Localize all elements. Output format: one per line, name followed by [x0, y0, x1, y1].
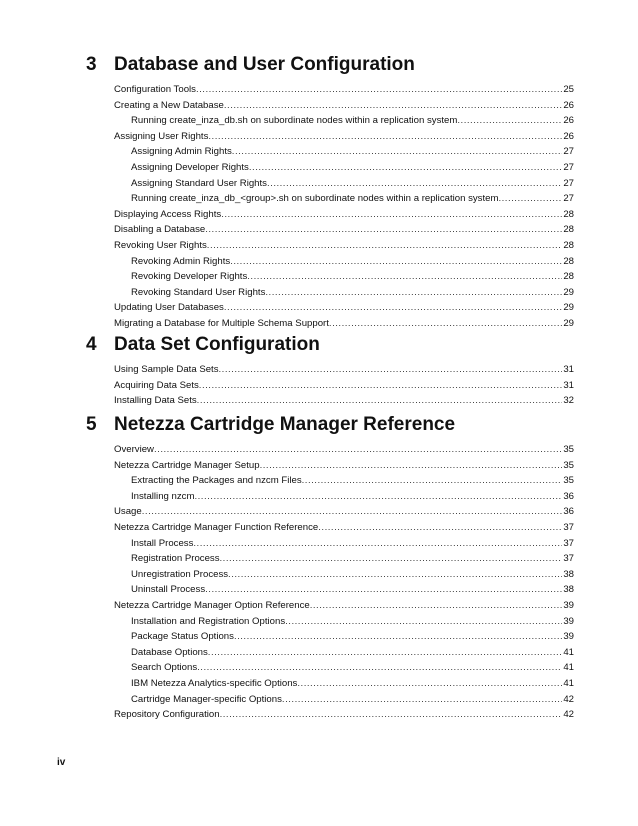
toc-entry-page: 35: [563, 459, 574, 471]
toc-entry-title: Revoking Standard User Rights: [131, 286, 266, 298]
toc-entry[interactable]: [131, 489, 574, 505]
toc-entry-title: Assigning Admin Rights: [131, 146, 232, 158]
toc-entry-page: 31: [563, 364, 574, 375]
dot-leader: [224, 300, 562, 316]
toc-list: [0, 362, 638, 409]
toc-entry-title: Unregistration Process: [131, 568, 229, 580]
toc-entry-title: Updating User Databases: [114, 302, 224, 314]
toc-entry-page: 37: [563, 553, 574, 565]
toc-entry-title: Installing Data Sets: [114, 395, 197, 407]
toc-entry-title: Netezza Cartridge Manager Option Reference: [114, 599, 310, 611]
toc-entry-title: Netezza Cartridge Manager Function Reference: [114, 521, 319, 533]
toc-entry-page: 35: [563, 475, 574, 487]
toc-entry-title: Running create_inza_db_<group>.sh on subordinate nodes within a replication system: [131, 193, 499, 205]
toc-entry-page: 27: [563, 177, 574, 189]
toc-entry[interactable]: [131, 551, 574, 567]
toc-entry-page: 28: [563, 239, 574, 251]
toc-entry[interactable]: [114, 378, 574, 394]
toc-entry-title: Installation and Registration Options: [131, 615, 286, 627]
toc-entry-title: Package Status Options: [131, 631, 234, 643]
toc-entry[interactable]: [114, 442, 574, 458]
toc-entry-page: 29: [563, 317, 574, 329]
dot-leader: [220, 707, 563, 723]
toc-entry-page: 26: [563, 99, 574, 111]
toc-entry-page: 38: [563, 568, 574, 580]
dot-leader: [234, 629, 562, 645]
chapter-heading: [0, 332, 638, 362]
dot-leader: [247, 269, 562, 285]
toc-entry-title: Search Options: [131, 662, 198, 674]
dot-leader: [457, 113, 562, 129]
toc-list: [0, 82, 638, 332]
toc-entry-title: Overview: [114, 444, 154, 455]
toc-entry-page: 31: [563, 379, 574, 391]
toc-entry-page: 37: [563, 537, 574, 549]
toc-entry[interactable]: [131, 160, 574, 176]
dot-leader: [194, 489, 562, 505]
toc-entry-page: 27: [563, 146, 574, 158]
dot-leader: [228, 567, 562, 583]
toc-entry[interactable]: [131, 176, 574, 192]
toc-entry[interactable]: [131, 269, 574, 285]
toc-entry-page: 28: [563, 271, 574, 283]
toc-entry[interactable]: [131, 629, 574, 645]
toc-entry-title: Revoking Admin Rights: [131, 255, 231, 267]
dot-leader: [154, 442, 562, 458]
toc-entry[interactable]: [114, 300, 574, 316]
toc-entry[interactable]: [131, 113, 574, 129]
toc-entry-title: Creating a New Database: [114, 99, 224, 111]
chapter-section: [0, 332, 638, 409]
toc-entry[interactable]: [114, 458, 574, 474]
toc-entry-title: Migrating a Database for Multiple Schema Support: [114, 317, 329, 329]
dot-leader: [230, 254, 562, 270]
toc-entry-page: 27: [563, 161, 574, 173]
toc-entry-title: Displaying Access Rights: [114, 208, 222, 220]
toc-entry-title: IBM Netezza Analytics-specific Options: [131, 677, 298, 689]
toc-entry-title: Using Sample Data Sets: [114, 364, 219, 375]
page-number-footer: iv: [57, 757, 66, 768]
toc-entry[interactable]: [114, 707, 574, 723]
toc-entry-title: Revoking Developer Rights: [131, 271, 248, 283]
toc-entry[interactable]: [114, 504, 574, 520]
toc-entry-page: 27: [563, 193, 574, 205]
toc-entry-page: 36: [563, 506, 574, 518]
dot-leader: [498, 191, 562, 207]
toc-entry[interactable]: [114, 207, 574, 223]
dot-leader: [232, 144, 563, 160]
toc-entry[interactable]: [131, 614, 574, 630]
toc-entry-page: 42: [563, 693, 574, 705]
chapter-number: 3: [86, 54, 97, 75]
dot-leader: [219, 362, 563, 378]
toc-entry-title: Assigning Developer Rights: [131, 161, 249, 173]
toc-entry[interactable]: [131, 254, 574, 270]
toc-entry[interactable]: [131, 536, 574, 552]
chapter-section: [0, 52, 638, 332]
dot-leader: [285, 614, 562, 630]
chapter-title: Database and User Configuration: [114, 54, 415, 75]
toc-entry-title: Install Process: [131, 537, 194, 549]
toc-entry[interactable]: [114, 129, 574, 145]
toc-entry[interactable]: [114, 316, 574, 332]
toc-entry-page: 36: [563, 490, 574, 502]
dot-leader: [196, 82, 562, 98]
toc-entry-title: Usage: [114, 506, 142, 518]
chapter-number: 4: [86, 334, 97, 355]
toc-entry-title: Assigning User Rights: [114, 130, 209, 142]
dot-leader: [199, 378, 563, 394]
chapter-heading: [0, 52, 638, 82]
dot-leader: [221, 207, 562, 223]
dot-leader: [193, 536, 562, 552]
dot-leader: [302, 473, 563, 489]
toc-entry[interactable]: [131, 191, 574, 207]
toc-entry-page: 41: [563, 662, 574, 674]
toc-entry-page: 39: [563, 599, 574, 611]
toc-entry[interactable]: [114, 82, 574, 98]
toc-entry-title: Netezza Cartridge Manager Setup: [114, 459, 260, 471]
dot-leader: [142, 504, 563, 520]
toc-entry-title: Uninstall Process: [131, 584, 206, 596]
dot-leader: [260, 458, 563, 474]
dot-leader: [310, 598, 563, 614]
toc-entry-page: 39: [563, 615, 574, 627]
toc-entry-title: Acquiring Data Sets: [114, 379, 199, 391]
dot-leader: [224, 98, 562, 114]
dot-leader: [197, 393, 563, 409]
toc-entry-title: Running create_inza_db.sh on subordinate nodes within a replication system: [131, 115, 458, 127]
dot-leader: [249, 160, 562, 176]
chapter-title: Netezza Cartridge Manager Reference: [114, 414, 456, 435]
dot-leader: [220, 551, 563, 567]
toc-entry[interactable]: [131, 660, 574, 676]
toc-entry-title: Revoking User Rights: [114, 239, 207, 251]
toc-entry[interactable]: [131, 582, 574, 598]
chapter-title: Data Set Configuration: [114, 334, 320, 355]
chapter-number: 5: [86, 414, 97, 435]
toc-entry-page: 29: [563, 302, 574, 314]
dot-leader: [208, 129, 562, 145]
dot-leader: [282, 692, 562, 708]
toc-entry-page: 39: [563, 631, 574, 643]
toc-entry-title: Database Options: [131, 646, 208, 658]
chapter-section: [0, 412, 638, 723]
toc-entry[interactable]: [131, 567, 574, 583]
toc-entry[interactable]: [131, 676, 574, 692]
toc-entry-title: Installing nzcm: [131, 490, 195, 502]
toc-entry-title: Extracting the Packages and nzcm Files: [131, 475, 302, 487]
toc-entry[interactable]: [114, 520, 574, 536]
toc-entry[interactable]: [114, 98, 574, 114]
toc-entry-page: 28: [563, 208, 574, 220]
toc-entry-page: 37: [563, 521, 574, 533]
dot-leader: [205, 582, 562, 598]
toc-entry[interactable]: [131, 473, 574, 489]
toc-entry-title: Disabling a Database: [114, 224, 206, 236]
toc-entry-page: 35: [563, 444, 574, 455]
toc-entry-page: 32: [563, 395, 574, 407]
toc-entry[interactable]: [114, 238, 574, 254]
dot-leader: [297, 676, 562, 692]
toc-entry-page: 26: [563, 130, 574, 142]
toc-entry[interactable]: [114, 362, 574, 378]
toc-entry-page: 42: [563, 709, 574, 721]
toc-entry-title: Cartridge Manager-specific Options: [131, 693, 282, 705]
dot-leader: [197, 660, 562, 676]
toc-entry[interactable]: [114, 222, 574, 238]
toc-entry-page: 25: [563, 84, 574, 95]
toc-entry[interactable]: [131, 144, 574, 160]
toc-entry-title: Configuration Tools: [114, 84, 196, 95]
toc-entry[interactable]: [131, 285, 574, 301]
toc-entry[interactable]: [114, 393, 574, 409]
toc-entry-title: Repository Configuration: [114, 709, 220, 721]
toc-entry-title: Assigning Standard User Rights: [131, 177, 267, 189]
toc-entry-page: 38: [563, 584, 574, 596]
toc-entry-page: 29: [563, 286, 574, 298]
dot-leader: [208, 645, 563, 661]
toc-entry[interactable]: [114, 598, 574, 614]
toc-entry-title: Registration Process: [131, 553, 220, 565]
chapter-heading: [0, 412, 638, 442]
dot-leader: [329, 316, 562, 332]
dot-leader: [205, 222, 562, 238]
toc-entry-page: 41: [563, 646, 574, 658]
toc-entry-page: 28: [563, 224, 574, 236]
toc-entry-page: 28: [563, 255, 574, 267]
dot-leader: [207, 238, 563, 254]
toc-entry[interactable]: [131, 692, 574, 708]
dot-leader: [318, 520, 562, 536]
dot-leader: [267, 176, 562, 192]
toc-entry[interactable]: [131, 645, 574, 661]
toc-list: [0, 442, 638, 723]
toc-entry-page: 41: [563, 677, 574, 689]
dot-leader: [265, 285, 562, 301]
toc-entry-page: 26: [563, 115, 574, 127]
